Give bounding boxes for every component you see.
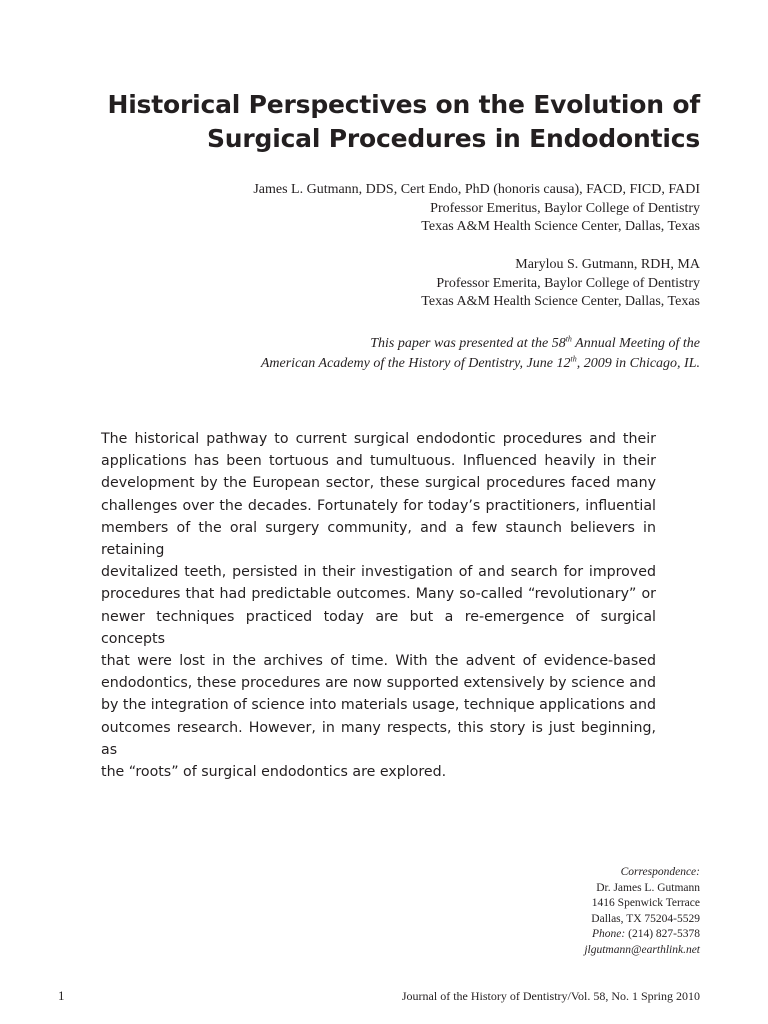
abstract-line: newer techniques practiced today are but a re-emergence of surgical concepts [101, 608, 656, 647]
author-position: Professor Emerita, Baylor College of Dentistry [436, 275, 700, 291]
title-line-1: Historical Perspectives on the Evolution of [107, 90, 700, 119]
presentation-note [100, 334, 700, 374]
author-position: Professor Emeritus, Baylor College of Dentistry [430, 200, 700, 216]
abstract-line: by the integration of science into materials usage, technique applications and [101, 697, 656, 714]
presentation-text: Annual Meeting of the [571, 336, 700, 351]
abstract-line: development by the European sector, these surgical procedures faced many [101, 475, 656, 492]
title-line-2: Surgical Procedures in Endodontics [206, 124, 700, 153]
abstract-line: endodontics, these procedures are now supported extensively by science and [101, 675, 656, 692]
journal-footer: Journal of the History of Dentistry/Vol. 58, No. 1 Spring 2010 [401, 989, 700, 1003]
correspondence-name: Dr. James L. Gutmann [596, 881, 700, 894]
phone-number: (214) 827-5378 [628, 928, 700, 941]
abstract-line: devitalized teeth, persisted in their investigation of and search for improved [101, 564, 656, 581]
presentation-text: American Academy of the History of Dentistry, June 12 [260, 356, 571, 371]
correspondence-city: Dallas, TX 75204-5529 [591, 912, 700, 925]
correspondence-email: jlgutmann@earthlink.net [584, 943, 700, 956]
phone-label: Phone: [592, 928, 626, 941]
abstract-line: members of the oral surgery community, and a few staunch believers in retaining [101, 519, 656, 559]
correspondence-phone-line [400, 927, 700, 943]
correspondence-block [400, 865, 700, 959]
presentation-note-line-2 [100, 354, 700, 374]
author-block-1 [140, 181, 700, 237]
abstract-line: outcomes research. However, in many respects, this story is just beginning, as [101, 719, 656, 758]
abstract-line: that were lost in the archives of time. With the advent of evidence-based [101, 653, 656, 670]
ordinal-suffix: th [565, 334, 572, 344]
author-block-2 [140, 256, 700, 312]
abstract-line: procedures that had predictable outcomes. Many so-called “revolutionary” or [101, 586, 656, 603]
abstract-line: challenges over the decades. Fortunately for today’s practitioners, influential [101, 497, 656, 514]
author-name: James L. Gutmann, DDS, Cert Endo, PhD (honoris causa), FACD, FICD, FADI [253, 182, 700, 197]
presentation-text: , 2009 in Chicago, IL. [576, 356, 700, 371]
correspondence-street: 1416 Spenwick Terrace [591, 897, 700, 910]
abstract-line: applications has been tortuous and tumultuous. Influenced heavily in their [101, 453, 656, 470]
author-institution: Texas A&M Health Science Center, Dallas, Texas [421, 219, 700, 234]
correspondence-heading: Correspondence: [620, 866, 700, 878]
abstract-line: the “roots” of surgical endodontics are explored. [101, 764, 447, 781]
page-number: 1 [58, 988, 65, 1003]
ordinal-suffix: th [570, 354, 577, 364]
abstract-line: The historical pathway to current surgical endodontic procedures and their [101, 431, 656, 447]
author-institution: Texas A&M Health Science Center, Dallas, Texas [421, 294, 700, 309]
presentation-text: This paper was presented at the 58 [370, 336, 566, 351]
author-name: Marylou S. Gutmann, RDH, MA [515, 257, 700, 272]
abstract-paragraph [101, 428, 656, 783]
article-title [60, 88, 700, 156]
presentation-note-line-1 [100, 334, 700, 354]
